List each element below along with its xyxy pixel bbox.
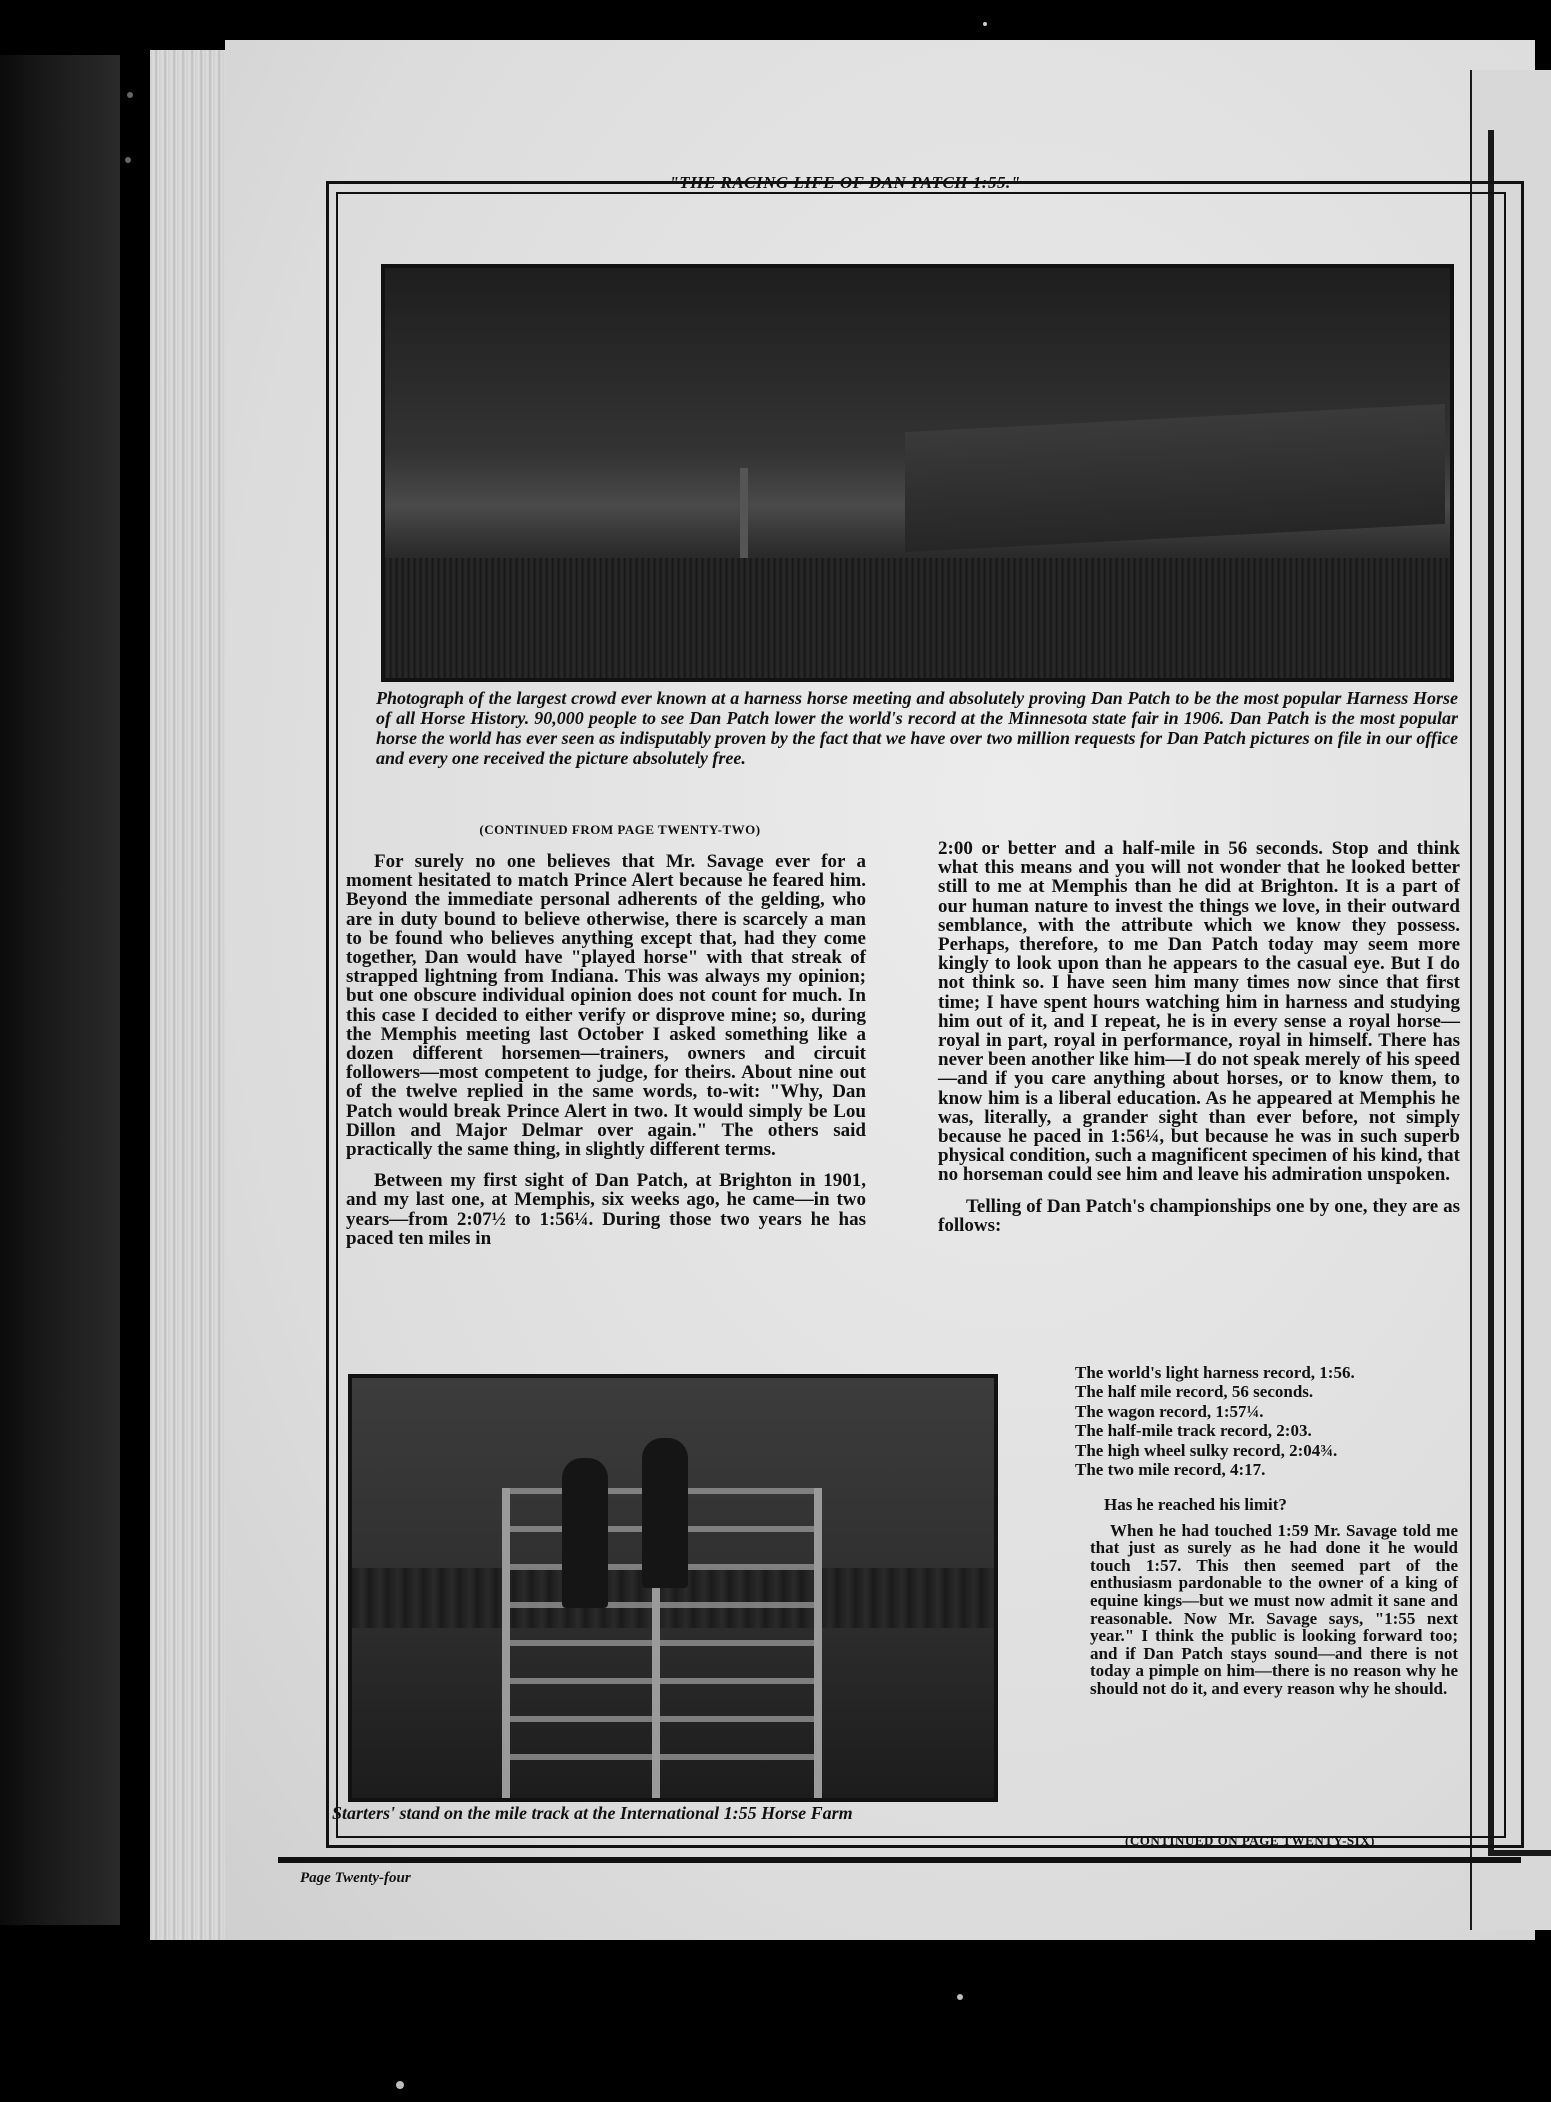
- right-lower-column: [1090, 1496, 1458, 1698]
- page-bottom-rule: [278, 1857, 1521, 1863]
- running-head: "THE RACING LIFE OF DAN PATCH 1:55.": [669, 173, 1021, 192]
- right-lower-paragraph: When he had touched 1:59 Mr. Savage told me that just as surely as he had done it he would touch 1:57. This then seemed part of the enthusiasm pardonable to the owner of a king of equine kings—but we must now admit it sane and reasonable. Now Mr. Savage says, "1:55 next year." I think the public is looking forward too; and if Dan Patch stays sound—and there is not today a pimple on him—there is no reason why he should not do it, and every reason why he should.: [1090, 1520, 1458, 1698]
- crowd-shape: [385, 558, 1450, 678]
- figure-silhouette: [642, 1438, 688, 1588]
- records-list: [1075, 1363, 1458, 1479]
- record-item: The wagon record, 1:57¼.: [1075, 1401, 1264, 1421]
- record-item: The two mile record, 4:17.: [1075, 1460, 1266, 1480]
- record-item: The high wheel sulky record, 2:04¾.: [1075, 1440, 1338, 1460]
- right-paragraph-1: 2:00 or better and a half-mile in 56 seconds. Stop and think what this means and you will not wonder that he looked better still to me at Memphis than he did at Brighton. It is a part of our human nature to invest the things we love, in their outward semblance, with the attribute which we know they possess. Perhaps, therefore, to me Dan Patch today may seem more kingly to look upon than he appears to the casual eye. But I do not think so. I have seen him many times now since that first time; I have spent hours watching him in harness and studying him out of it, and I repeat, he is in every sense a royal horse—royal in part, royal in performance, royal in himself. There has never been another like him—I do not speak merely of his speed—and if you care anything about horses, or to know them, to know him is a liberal education. As he appeared at Memphis he was, literally, a grander sight than ever before, not simply because he paced in 1:56¼, but because he was in such superb physical condition, such a magnificent specimen of his kind, that no horseman could see him and leave his admiration unspoken.: [938, 838, 1460, 1186]
- judges-tower-shape: [740, 468, 748, 558]
- crowd-photograph: [385, 268, 1450, 678]
- continued-from-note: (CONTINUED FROM PAGE TWENTY-TWO): [479, 822, 761, 837]
- top-photo-caption: Photograph of the largest crowd ever known at a harness horse meeting and absolutely proving Dan Patch to be the most popular Harness Horse of all Horse History. 90,000 people to see Dan Patch lower the world's record at the Minnesota state fair in 1906. Dan Patch is the most popular horse the world has ever seen as indisputably proven by the fact that we have over two million requests for Dan Patch pictures on file in our office and every one received the picture absolutely free.: [376, 688, 1458, 768]
- left-paragraph-2: Between my first sight of Dan Patch, at Brighton in 1901, and my last one, at Memphis, six weeks ago, he came—in two years—from 2:07½ to 1:56¼. During those two years he has paced ten miles in: [346, 1170, 866, 1249]
- right-column: [938, 839, 1460, 1235]
- right-paragraph-2: Telling of Dan Patch's championships one by one, they are as follows:: [938, 1195, 1460, 1236]
- continued-on-note: (CONTINUED ON PAGE TWENTY-SIX): [1125, 1833, 1375, 1848]
- stand-post-shape: [814, 1488, 822, 1798]
- record-item: The half-mile track record, 2:03.: [1075, 1421, 1312, 1441]
- adjacent-page-bottom-rule: [1488, 1850, 1551, 1856]
- page-number: Page Twenty-four: [300, 1870, 411, 1886]
- limit-question: Has he reached his limit?: [1104, 1495, 1287, 1514]
- stand-post-shape: [502, 1488, 510, 1798]
- grandstand-shape: [905, 404, 1445, 552]
- bottom-photo-caption: Starters' stand on the mile track at the International 1:55 Horse Farm: [332, 1803, 853, 1823]
- starters-stand-photograph: [352, 1378, 994, 1798]
- stacked-page-edges: [150, 50, 230, 1940]
- scan-dark-margin: [0, 55, 120, 1925]
- left-paragraph-1: For surely no one believes that Mr. Savage ever for a moment hesitated to match Prince Alert because he feared him. Beyond the immediate personal adherents of the gelding, who are in duty bound to believe otherwise, there is scarcely a man to be found who believes anything except that, had they come together, Dan would have "played horse" with that streak of strapped lightning from Indiana. This was always my opinion; but one obscure individual opinion does not count for much. In this case I decided to either verify or disprove mine; so, during the Memphis meeting last October I asked something like a dozen different horsemen—trainers, owners and circuit followers—most competent to judge, for theirs. About nine out of the twelve replied in the same words, to-wit: "Why, Dan Patch would break Prince Alert in two. It would simply be Lou Dillon and Major Delmar over again." The others said practically the same thing, in slightly different terms.: [346, 851, 866, 1161]
- figure-silhouette: [562, 1458, 608, 1608]
- record-item: The half mile record, 56 seconds.: [1075, 1382, 1314, 1402]
- left-column: [346, 852, 866, 1248]
- record-item: The world's light harness record, 1:56.: [1075, 1363, 1355, 1382]
